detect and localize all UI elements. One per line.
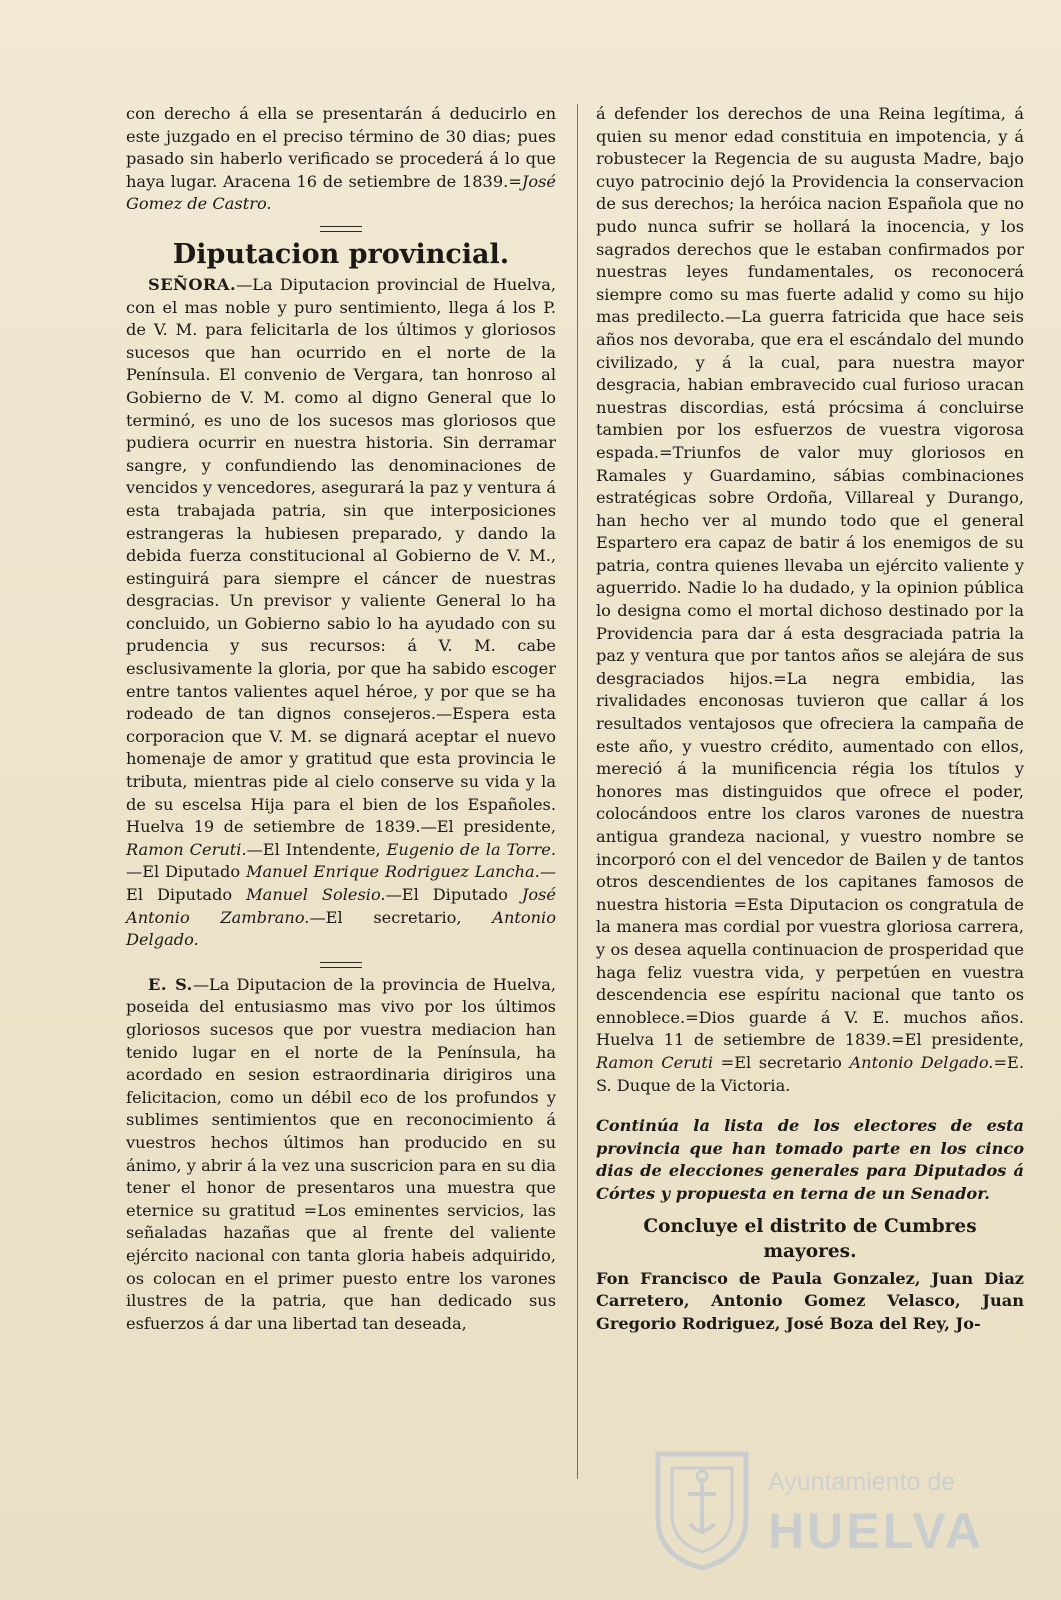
letter-es-continued xyxy=(596,103,1024,1097)
letter-senora xyxy=(126,274,556,952)
coat-of-arms-icon xyxy=(650,1448,754,1572)
signature-sep: —El secretario, xyxy=(309,907,493,927)
signature-intendente: Eugenio de la Torre. xyxy=(386,839,556,859)
signature-sep: —El Diputado xyxy=(126,862,557,904)
left-column xyxy=(126,103,556,1335)
watermark xyxy=(650,1448,1010,1573)
signature-secretario: Antonio Delgado. xyxy=(126,907,556,950)
letter-es-body: —La Diputacion de la provincia de Huelva, poseida del entusiasmo mas vivo por los últimos gloriosos sucesos que por vuestra mediacion han tenido lugar en el norte de la Península, ha acordado en sesion estraordinaria dirigiros una felicitacion, como un débil eco de los profundos y sublimes sentimientos que en reconocimiento á vuestros hechos últimos han producido en su ánimo, y abrir á la vez una suscricion para en su dia tener el honor de presentaros una muestra que eternice su gratitud =Los eminentes servicios, las señaladas hazañas que al frente del valiente ejército nacional con tanta gloria habeis adquirido, os colocan en el primer puesto entre los varones ilustres de la patria, que han dedicado sus esfuerzos á dar una libertad tan deseada, xyxy=(126,974,557,1333)
electors-note: Continúa la lista de los electores de esta provincia que han tomado parte en los cinco dias de elecciones generales para Diputados á Córtes y propuesta en terna de un Senador. xyxy=(596,1116,1024,1203)
letter-es xyxy=(126,974,556,1336)
section-heading: Diputacion provincial. xyxy=(172,238,510,270)
signature-sep: —El Intendente, xyxy=(246,839,387,859)
letter-senora-salutation: SEÑORA. xyxy=(148,274,237,294)
section-separator xyxy=(320,226,362,232)
letter-es-addressee: =E. S. Duque de la Victoria. xyxy=(596,1052,1024,1095)
watermark-line2: HUELVA xyxy=(768,1503,985,1559)
signature-sep: —El Diputado xyxy=(385,885,522,904)
signature-secretario-2: Antonio Delgado. xyxy=(849,1052,994,1072)
signature-diputado-2: Manuel Solesio. xyxy=(246,885,386,904)
signature-sep: —El Diputado xyxy=(126,862,246,882)
electors-list: Fon Francisco de Paula Gonzalez, Juan Diaz Carretero, Antonio Gomez Velasco, Juan Gregorio Rodriguez, José Boza del Rey, Jo- xyxy=(596,1268,1024,1333)
section-separator xyxy=(320,962,362,968)
intro-paragraph xyxy=(126,103,556,216)
letter-senora-body: —La Diputacion provincial de Huelva, con el mas noble y puro sentimiento, llega á los P. de V. M. para felicitarla de los últimos y gloriosos sucesos que han ocurrido en el norte de la Península. El convenio de Vergara, tan honroso al Gobierno de V. M. como al digno General que lo terminó, es uno de los sucesos mas gloriosos que pudiera ocurrir en nuestra historia. Sin derramar sangre, y confundiendo las denominaciones de vencidos y vencedores, asegurará la paz y ventura á esta trabajada patria, sin que interposiciones estrangeras la hubiesen preparado, y dando la debida fuerza constitucional al Gobierno de V. M., estinguirá para siempre el cáncer de nuestras desgracias. Un previsor y valiente General lo ha concluido, un Gobierno sabio lo ha ayudado con su prudencia y sus recursos: á V. M. cabe esclusivamente la gloria, por que ha sabido escoger entre tantos valientes aquel héroe, y por que se ha rodeado de tan dignos consejeros.—Espera esta corporacion que V. M. se dignará aceptar el nuevo homenaje de amor y gratitud que esta provincia le tributa, mientras pide al cielo conserve su vida y la de su escelsa Hija para el bien de los Españoles. Huelva 19 de setiembre de 1839.—El presidente, xyxy=(126,274,556,837)
signature-sep: =El secretario xyxy=(713,1052,850,1072)
signature-diputado-1: Manuel Enrique Rodriguez Lancha. xyxy=(245,862,540,882)
right-column xyxy=(596,103,1024,1335)
letter-es-continued-body: á defender los derechos de una Reina legítima, á quien su menor edad constituia en impotencia, y á robustecer la Regencia de su augusta Madre, bajo cuyo patrocinio dejó la Providencia la conservacion de sus derechos; la heróica nacion Española que no pudo nunca sufrir se hollará la inocencia, y los sagrados derechos que le estaban confirmados por nuestras leyes fundamentales, os reconocerá siempre como su mas fuerte adalid y como su hijo mas predilecto.—La guerra fatricida que hace seis años nos devoraba, que era el escándalo del mundo civilizado, y á la cual, para nuestra mayor desgracia, habian embravecido cual furioso uracan nuestras discordias, está prócsima á concluirse tambien por los esfuerzos de vuestra vigorosa espada.=Triunfos de valor muy gloriosos en Ramales y Guardamino, sábias combinaciones estratégicas sobre Ordoña, Villareal y Durango, han hecho ver al mundo todo que el general Espartero era capaz de batir á los enemigos de su patria, contra quienes llevaba un ejército valiente y aguerrido. Nadie lo ha dudado, y la opinion pública lo designa como el mortal dichoso destinado por la Providencia para dar á esta desgraciada patria la paz y ventura que por tantos años se alejára de sus desgraciados hijos.=La negra embidia, las rivalidades enconosas tuvieron que callar á los resultados ventajosos que ofreciera la campaña de este año, y vuestro crédito, aumentado con ellos, mereció á la munificencia régia los títulos y honores mas distinguidos que ofrece el poder, colocándoos entre los claros varones de nuestra antigua grandeza nacional, y vuestro nombre se incorporó con el del vencedor de Bailen y de tantos otros descendientes de los capitanes famosos de nuestra historia =Esta Diputacion os congratula de la manera mas cordial por vuestra gloriosa carrera, y os desea aquella continuacion de prosperidad que haga feliz vuestra vida, y perpetúen en vuestra descendencia ese espíritu nacional que tanto os ennoblece.=Dios guarde á V. E. muchos años. Huelva 11 de setiembre de 1839.=El presidente, xyxy=(596,104,1024,1050)
column-divider xyxy=(577,104,578,1479)
watermark-line1: Ayuntamiento de xyxy=(768,1468,956,1496)
intro-signature: José Gomez de Castro. xyxy=(126,171,556,214)
letter-es-salutation: E. S. xyxy=(148,974,193,994)
signature-presidente-2: Ramon Ceruti xyxy=(596,1052,714,1072)
intro-text: con derecho á ella se presentarán á deducirlo en este juzgado en el preciso término de 30 dias; pues pasado sin haberlo verificado se procederá á lo que haya lugar. Aracena 16 de setiembre de 1839.= xyxy=(126,104,556,191)
signature-diputado-3: José Antonio Zambrano. xyxy=(126,885,556,927)
district-heading: Concluye el distrito de Cumbres mayores. xyxy=(643,1215,977,1262)
signature-presidente: Ramon Ceruti. xyxy=(126,839,247,859)
